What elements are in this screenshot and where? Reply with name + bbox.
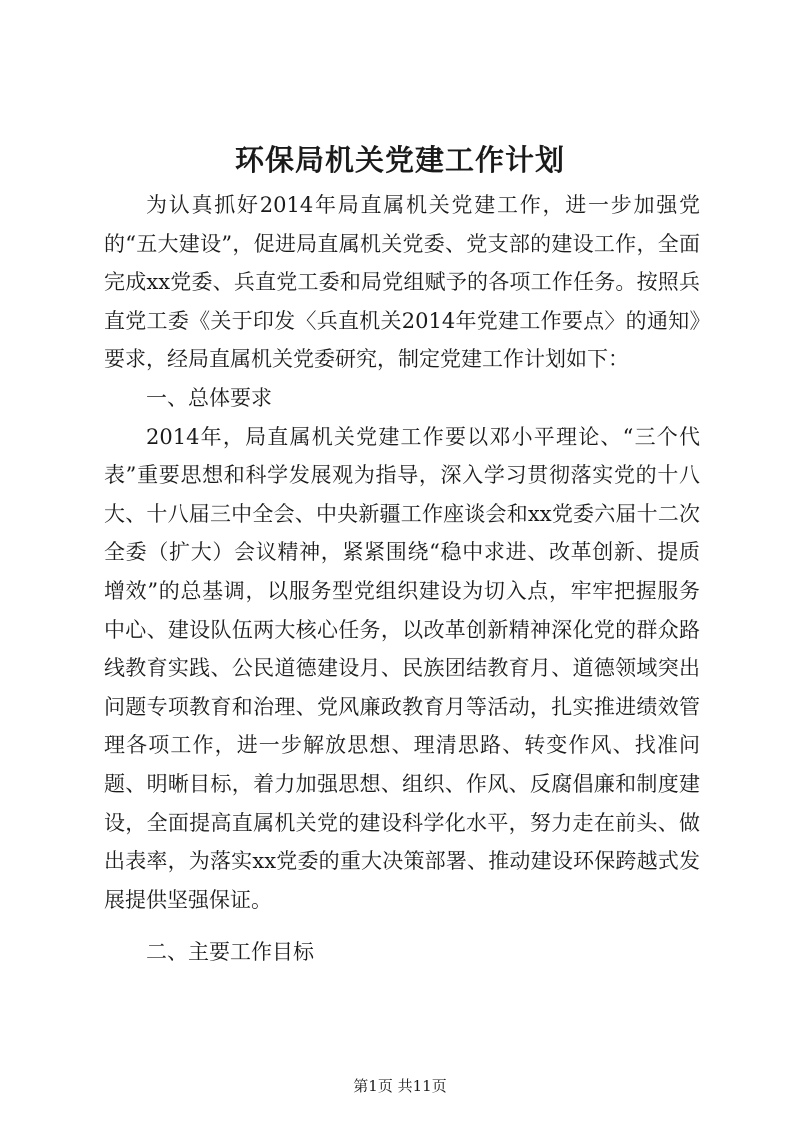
general-requirements-paragraph: 2014年，局直属机关党建工作要以邓小平理论、“三个代表”重要思想和科学发展观为指导，深入学习贯彻落实党的十八大、十八届三中全会、中央新疆工作座谈会和xx党委六届十二次全委（扩大）会议精神，紧紧围绕“稳中求进、改革创新、提质增效”的总基调，以服务型党组织建设为切入点，牢牢把握服务中心、建设队伍两大核心任务，以改革创新精神深化党的群众路线教育实践、公民道德建设月、民族团结教育月、道德领域突出问题专项教育和治理、党风廉政教育月等活动，扎实推进绩效管理各项工作，进一步解放思想、理清思路、转变作风、找准问题、明晰目标，着力加强思想、组织、作风、反腐倡廉和制度建设，全面提高直属机关党的建设科学化水平，努力走在前头、做出表率，为落实xx党委的重大决策部署、推动建设环保跨越式发展提供坚强保证。: [104, 424, 700, 912]
page-number-footer: 第1页 共11页: [353, 1077, 447, 1095]
document-body: [104, 186, 700, 972]
section-heading-main-goals: 二、主要工作目标: [146, 940, 314, 965]
intro-paragraph: 为认真抓好2014年局直属机关党建工作，进一步加强党的“五大建设”，促进局直属机关党委、党支部的建设工作，全面完成xx党委、兵直党工委和局党组赋予的各项工作任务。按照兵直党工委《关于印发〈兵直机关2014年党建工作要点〉的通知》要求，经局直属机关党委研究，制定党建工作计划如下：: [104, 193, 700, 372]
section-heading-general-requirements: 一、总体要求: [146, 385, 272, 410]
page-title: 环保局机关党建工作计划: [234, 143, 565, 177]
